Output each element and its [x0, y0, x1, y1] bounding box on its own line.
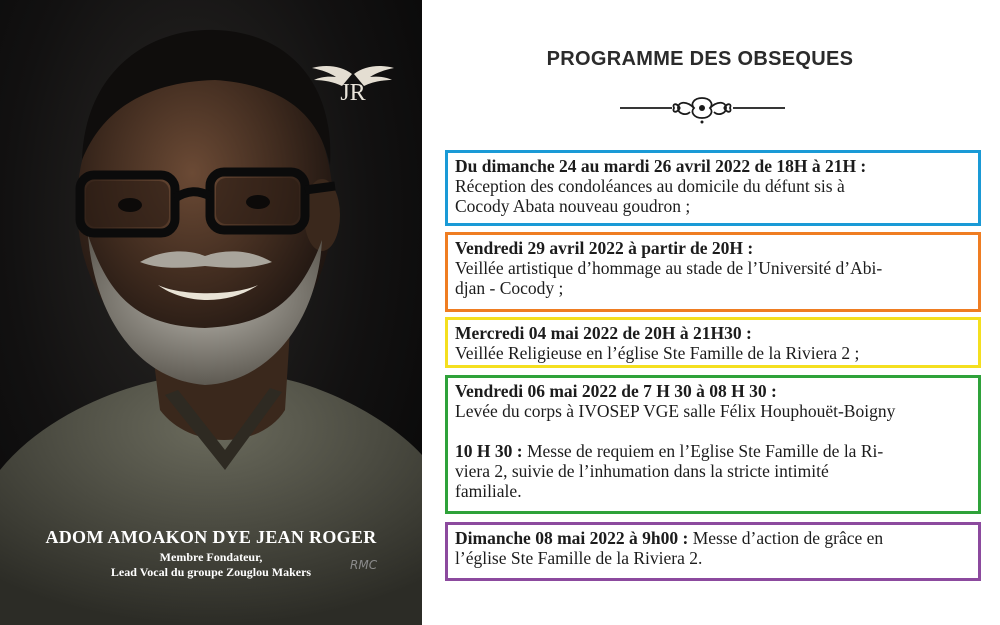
event-text-line: Veillée artistique d’hommage au stade de l’Université d’Abi- — [455, 258, 883, 278]
event-text-line: viera 2, suivie de l’inhumation dans la stricte intimité — [455, 461, 829, 481]
event-box-funeral — [445, 375, 981, 514]
person-role: Membre Fondateur, — [159, 550, 263, 564]
event-text: Messe de requiem en l’Eglise Ste Famille de la Ri- — [522, 441, 884, 461]
event-box-condolences — [445, 150, 981, 226]
monogram-letters: JR — [340, 80, 366, 106]
event-date: Vendredi 06 mai 2022 de 7 H 30 à 08 H 30 : — [455, 381, 777, 401]
event-box-artistic-vigil — [445, 232, 981, 312]
event-text-line: Réception des condoléances au domicile du défunt sis à — [455, 176, 845, 196]
event-time: 10 H 30 : — [455, 441, 523, 461]
event-date: Mercredi 04 mai 2022 de 20H à 21H30 : — [455, 323, 752, 343]
photographer-signature: RMC — [350, 558, 378, 572]
event-date: Dimanche 08 mai 2022 à 9h00 : — [455, 528, 689, 548]
event-text-line: Veillée Religieuse en l’église Ste Famille de la Riviera 2 ; — [455, 343, 860, 363]
event-text-line: familiale. — [455, 481, 522, 501]
event-box-religious-vigil — [445, 317, 981, 368]
event-date: Vendredi 29 avril 2022 à partir de 20H : — [455, 238, 754, 258]
spacer — [455, 421, 968, 441]
event-text-line: Cocody Abata nouveau goudron ; — [455, 196, 691, 216]
event-box-thanksgiving-mass — [445, 522, 981, 581]
event-date: Du dimanche 24 au mardi 26 avril 2022 de 18H à 21H : — [455, 156, 867, 176]
event-text-line: l’église Ste Famille de la Riviera 2. — [455, 548, 703, 568]
ornament-divider-icon — [620, 94, 785, 124]
event-text-line — [455, 441, 968, 461]
person-group: Lead Vocal du groupe Zouglou Makers — [110, 565, 312, 579]
event-text-line: Levée du corps à IVOSEP VGE salle Félix Houphouët-Boigny — [455, 401, 896, 421]
program-title: PROGRAMME DES OBSEQUES — [546, 48, 854, 70]
person-name: ADOM AMOAKON DYE JEAN ROGER — [45, 527, 377, 547]
event-text-line — [455, 528, 968, 548]
portrait-panel — [0, 0, 422, 625]
event-text-line: djan - Cocody ; — [455, 278, 564, 298]
event-text: Messe d’action de grâce en — [688, 528, 884, 548]
